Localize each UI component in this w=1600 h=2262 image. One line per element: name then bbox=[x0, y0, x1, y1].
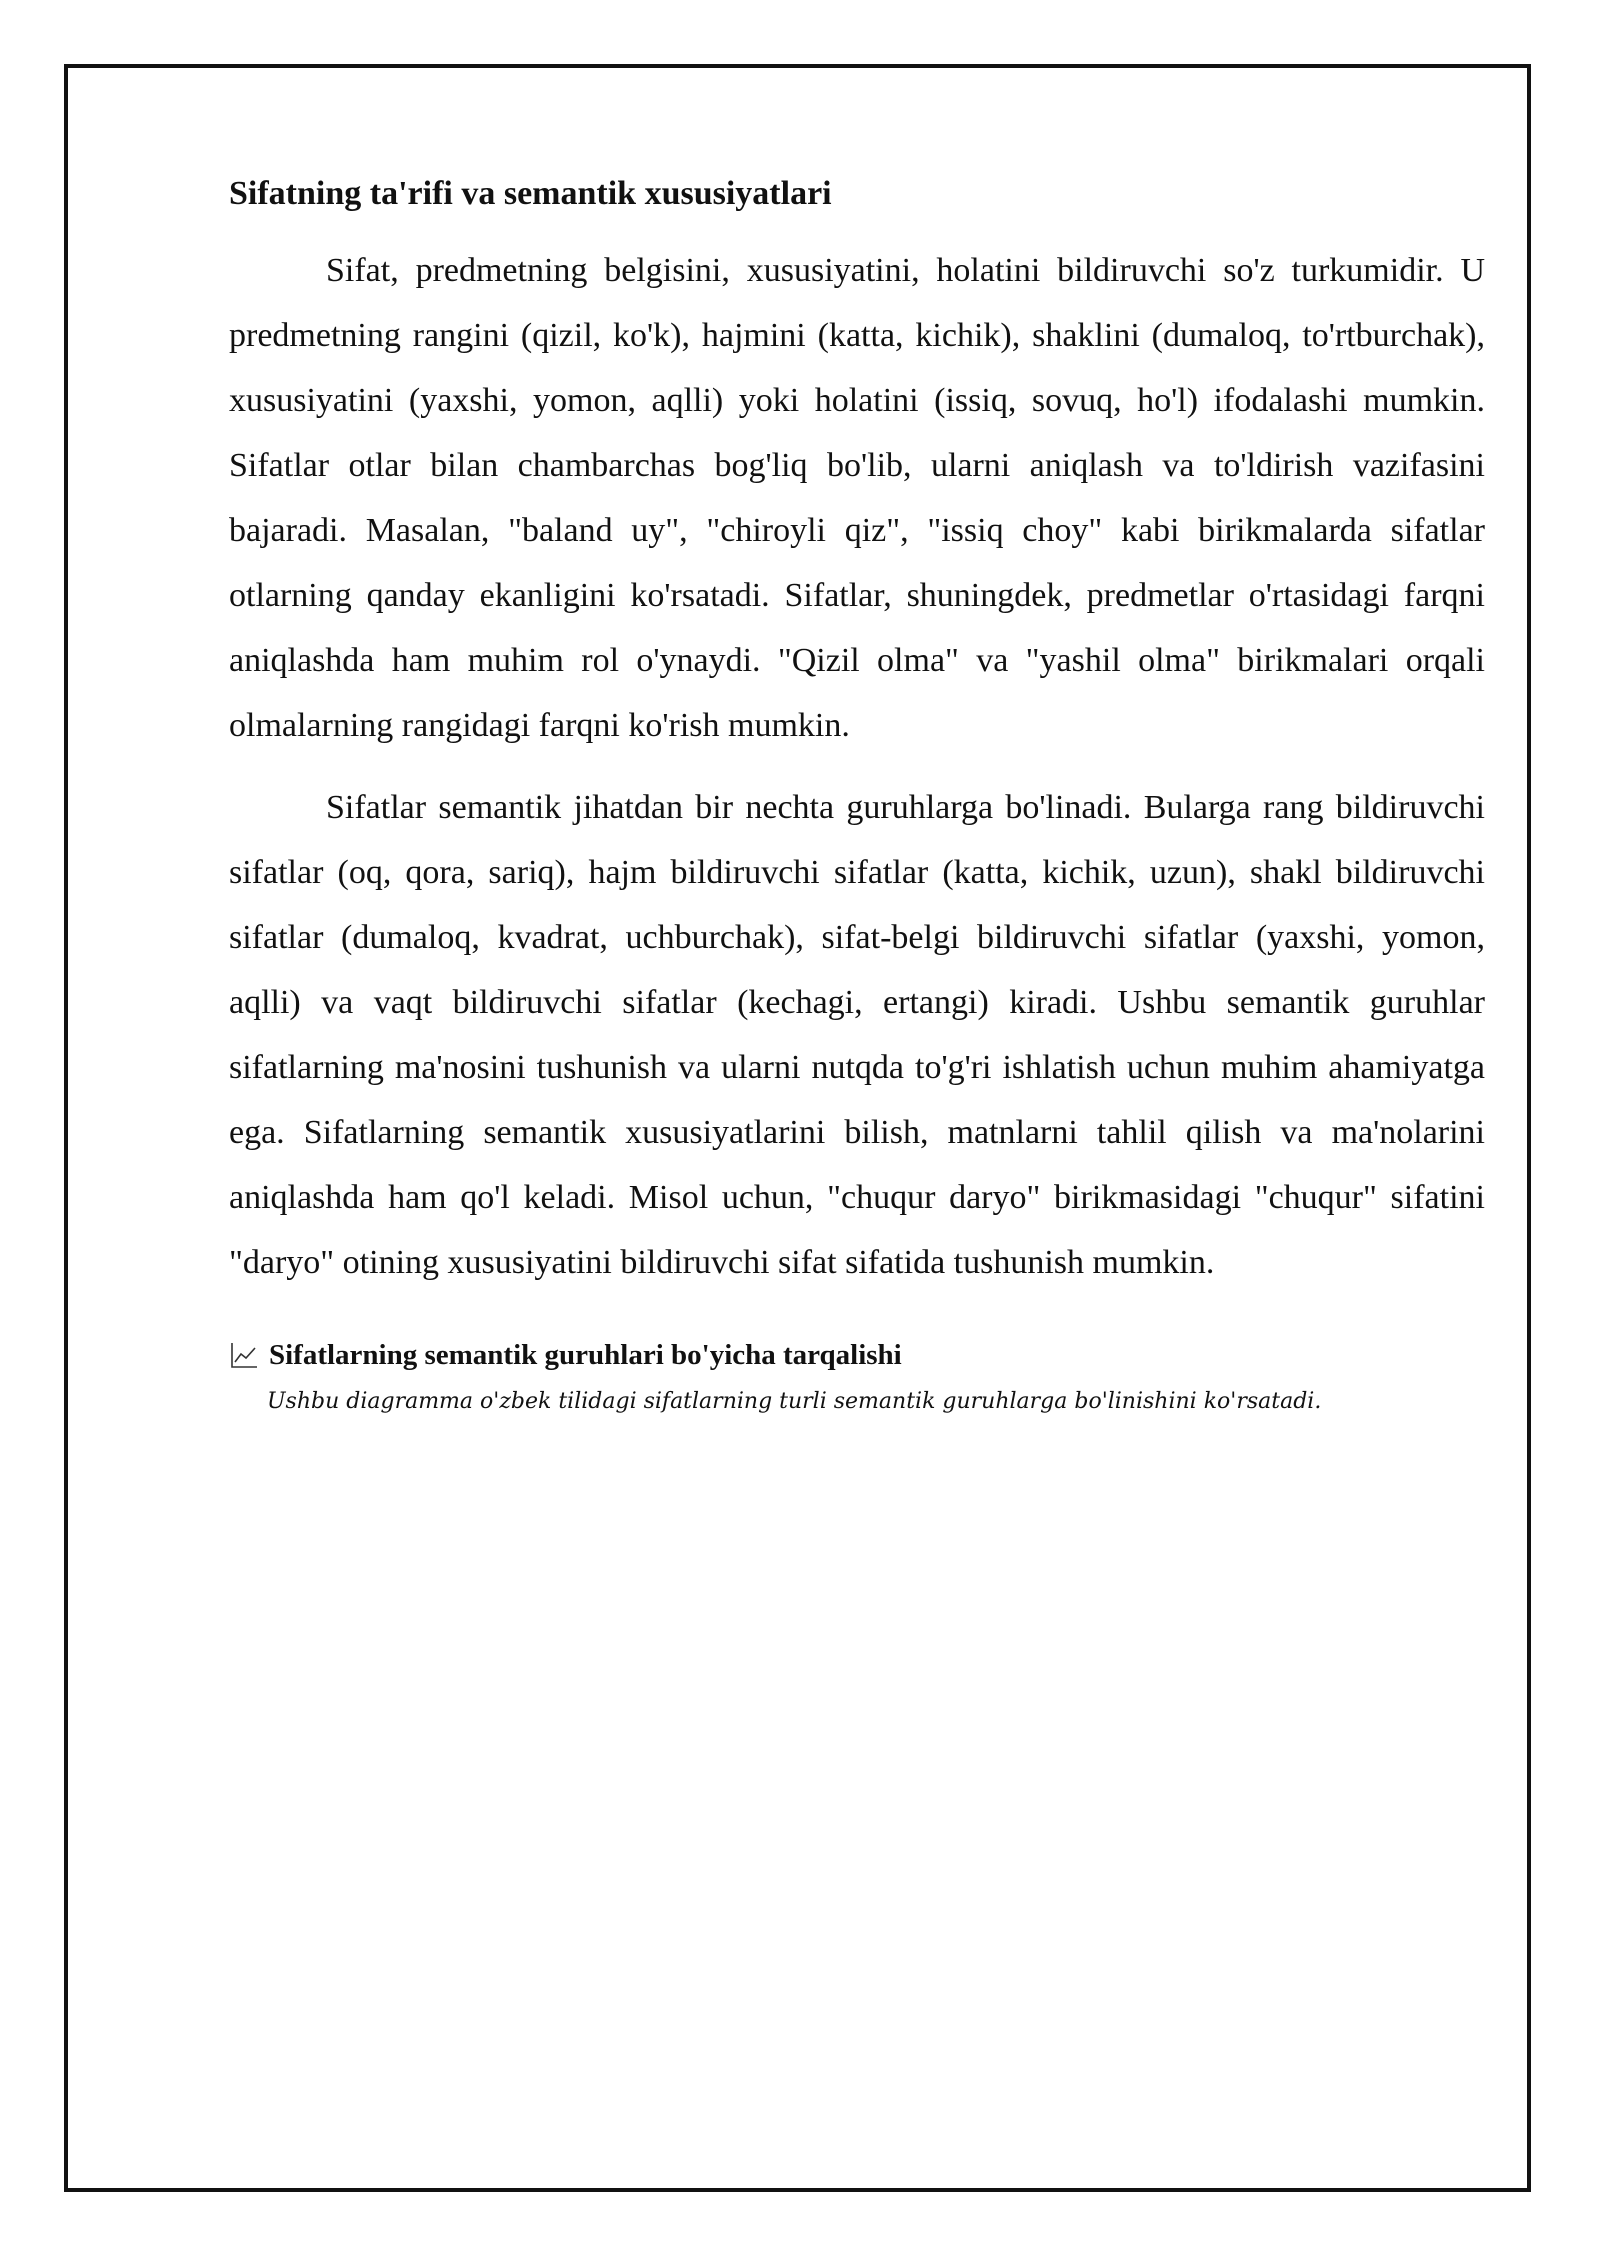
chart-title-row bbox=[229, 1333, 1485, 1377]
chart-caption: Ushbu diagramma o'zbek tilidagi sifatlarning turli semantik guruhlarga bo'linishini ko'rsatadi. bbox=[267, 1389, 1322, 1414]
section-heading: Sifatning ta'rifi va semantik xususiyatlari bbox=[229, 175, 832, 212]
chart-block bbox=[229, 1333, 1485, 1419]
paragraph-definition: Sifat, predmetning belgisini, xususiyatini, holatini bildiruvchi so'z turkumidir. U predmetning rangini (qizil, ko'k), hajmini (katta, kichik), shaklini (dumaloq, to'rtburchak), xususiyatini (yaxshi, yomon, aqlli) yoki holatini (issiq, sovuq, ho'l) ifodalashi mumkin. Sifatlar otlar bilan chambarchas bog'liq bo'lib, ularni aniqlash va to'ldirish vazifasini bajaradi. Masalan, "baland uy", "chiroyli qiz", "issiq choy" kabi birikmalarda sifatlar otlarning qanday ekanligini ko'rsatadi. Sifatlar, shuningdek, predmetlar o'rtasidagi farqni aniqlashda ham muhim rol o'ynaydi. "Qizil olma" va "yashil olma" birikmalari orqali olmalarning rangidagi farqni ko'rish mumkin. bbox=[229, 252, 1485, 744]
document-content bbox=[229, 170, 1485, 1419]
paragraph-semantic-groups: Sifatlar semantik jihatdan bir nechta guruhlarga bo'linadi. Bularga rang bildiruvchi sifatlar (oq, qora, sariq), hajm bildiruvchi sifatlar (katta, kichik, uzun), shakl bildiruvchi sifatlar (dumaloq, kvadrat, uchburchak), sifat-belgi bildiruvchi sifatlar (yaxshi, yomon, aqlli) va vaqt bildiruvchi sifatlar (kechagi, ertangi) kiradi. Ushbu semantik guruhlar sifatlarning ma'nosini tushunish va ularni nutqda to'g'ri ishlatish uchun muhim ahamiyatga ega. Sifatlarning semantik xususiyatlarini bilish, matnlarni tahlil qilish va ma'nolarini aniqlashda ham qo'l keladi. Misol uchun, "chuqur daryo" birikmasidagi "chuqur" sifatini "daryo" otining xususiyatini bildiruvchi sifat sifatida tushunish mumkin. bbox=[229, 789, 1485, 1281]
chart-title: Sifatlarning semantik guruhlari bo'yicha tarqalishi bbox=[269, 1339, 902, 1371]
line-chart-icon bbox=[229, 1340, 259, 1370]
